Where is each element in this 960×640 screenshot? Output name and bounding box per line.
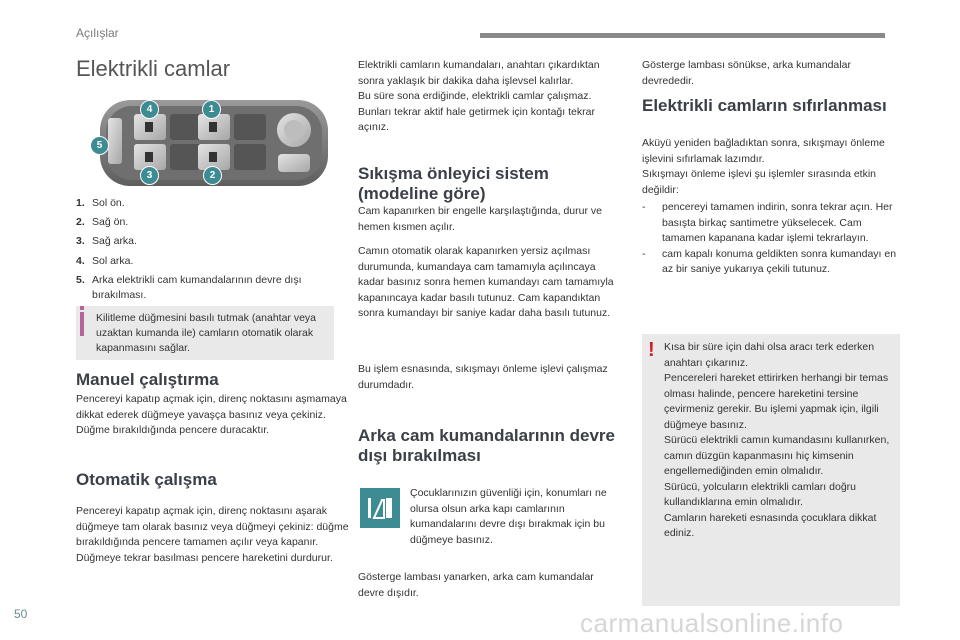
info-note-text: Kilitleme düğmesini basılı tutmak (anahtar veya uzaktan kumanda ile) camların otomatik olarak kapanmasını sağlar.	[96, 312, 317, 355]
col3-intro: Gösterge lambası sönükse, arka kumandalar devrededir.	[642, 59, 851, 87]
legend-item	[76, 215, 346, 230]
col2-intro: Elektrikli camların kumandaları, anahtarı çıkardıktan sonra yaklaşık bir dakika daha işlevsel kalırlar. Bu süre sona erdiğinde, elektrikli camlar çalışmaz. Bunları tekrar aktif hale getirmek için kontağı tekrar açınız.	[358, 59, 600, 134]
list-item	[642, 247, 904, 278]
callout-3-badge: 3	[140, 166, 159, 185]
info-icon	[80, 306, 84, 310]
legend-item	[76, 273, 346, 303]
legend-text: Sol ön.	[92, 197, 125, 209]
legend-num: 4.	[76, 254, 85, 267]
watermark: carmanualsonline.info	[580, 608, 844, 638]
legend-text: Sağ ön.	[92, 216, 129, 229]
reset-steps-list	[642, 200, 904, 278]
legend-item	[76, 254, 346, 269]
rear-disable-text: Çocuklarınızın güvenliği için, konumları ne olursa olsun arka kapı camlarının kumandalarını devre dışı bırakmak için bu düğmeye basınız.	[410, 487, 607, 546]
pinch-text-1: Cam kapanırken bir engelle karşılaştığında, durur ve hemen kısmen açılır.	[358, 205, 602, 233]
pinch-text-3: Bu işlem esnasında, sıkışmayı önleme işlevi çalışmaz durumdadır.	[358, 363, 608, 391]
pinch-heading: Sıkışma önleyici sistem (modeline göre)	[358, 164, 549, 203]
callout-5-badge: 5	[90, 136, 109, 155]
page-title: Elektrikli camlar	[76, 56, 231, 81]
list-item	[642, 200, 904, 247]
pinch-text-2: Camın otomatik olarak kapanırken yersiz açılması durumunda, kumandaya cam tamamıyla açılıncaya kadar basınız sonra hemen kumandayı cam tamamıyla kapanıncaya kadar basılı tutunuz. Cam kapandıktan sonra kumandayı bir saniye kadar daha basılı tutunuz.	[358, 245, 614, 320]
callout-4-badge: 4	[140, 100, 159, 119]
info-icon-bar	[80, 312, 84, 336]
warning-icon: !	[648, 339, 655, 361]
legend-list	[76, 196, 346, 307]
reset-heading: Elektrikli camların sıfırlanması	[642, 96, 887, 115]
callout-2-badge: 2	[203, 166, 222, 185]
legend-num: 1.	[76, 197, 85, 209]
auto-heading: Otomatik çalışma	[76, 470, 217, 489]
legend-item	[76, 234, 346, 249]
legend-text: Sol arka.	[92, 254, 134, 267]
callout-1-badge: 1	[202, 100, 221, 119]
warning-text: Kısa bir süre için dahi olsa aracı terk ederken anahtarı çıkarınız. Pencereleri hareket ettirirken herhangi bir temas olması halinde, pencere hareketini tersine çevirmeniz gerekir. Bu işlemi yapmak için, ilgili düğmeye basınız. Sürücü elektrikli camın kumandasını kullanırken, camın düzgün kapanmasını hiç kimsenin engellemediğinden emin olmalıdır. Sürücü, yolcuların elektrikli camları doğru kullandıklarına emin olmalıdır. Camların hareketi esnasında çocuklara dikkat ediniz.	[664, 341, 890, 540]
list-dash: -	[642, 247, 646, 260]
legend-text: Sağ arka.	[92, 235, 137, 248]
header-divider	[480, 33, 885, 38]
legend-num: 2.	[76, 216, 85, 229]
auto-text: Pencereyi kapatıp açmak için, direnç noktasını aşarak düğmeye tam olarak basınız veya düğmeyi çekiniz: düğme bırakıldığında pencere tamamen açılır veya kapanır. Düğmeye tekrar basılması pencere hareketini durdurur.	[76, 505, 349, 564]
child-lock-icon	[360, 488, 400, 528]
rear-indicator-text: Gösterge lambası yanarken, arka cam kumandalar devre dışıdır.	[358, 571, 594, 599]
info-note	[76, 306, 334, 360]
section-label: Açılışlar	[76, 26, 119, 40]
list-item-text: cam kapalı konuma geldikten sonra kumandayı en az bir saniye yukarıya çekili tutunuz.	[662, 247, 897, 276]
page-number: 50	[14, 607, 28, 621]
legend-num: 3.	[76, 235, 85, 248]
list-dash: -	[642, 201, 646, 213]
manual-heading: Manuel çalıştırma	[76, 370, 219, 389]
warning-box	[642, 334, 900, 606]
legend-text: Arka elektrikli cam kumandalarının devre dışı bırakılması.	[92, 273, 302, 302]
rear-disable-heading: Arka cam kumandalarının devre dışı bırakılması	[358, 426, 616, 465]
reset-text: Aküyü yeniden bağladıktan sonra, sıkışmayı önleme işlevini sıfırlamak lazımdır. Sıkışmayı önleme işlevi şu işlemler sırasında etkin değildir:	[642, 137, 885, 196]
manual-text: Pencereyi kapatıp açmak için, direnç noktasını aşmamaya dikkat ederek düğmeye yavaşça basınız veya çekiniz. Düğme bırakıldığında pencere duracaktır.	[76, 393, 347, 437]
legend-num: 5.	[76, 273, 85, 286]
legend-item	[76, 196, 346, 211]
list-item-text: pencereyi tamamen indirin, sonra tekrar açın. Her basışta birkaç santimetre yükselecek. Cam tamamen kapanana kadar işlemi tekrarlayın.	[662, 201, 893, 245]
